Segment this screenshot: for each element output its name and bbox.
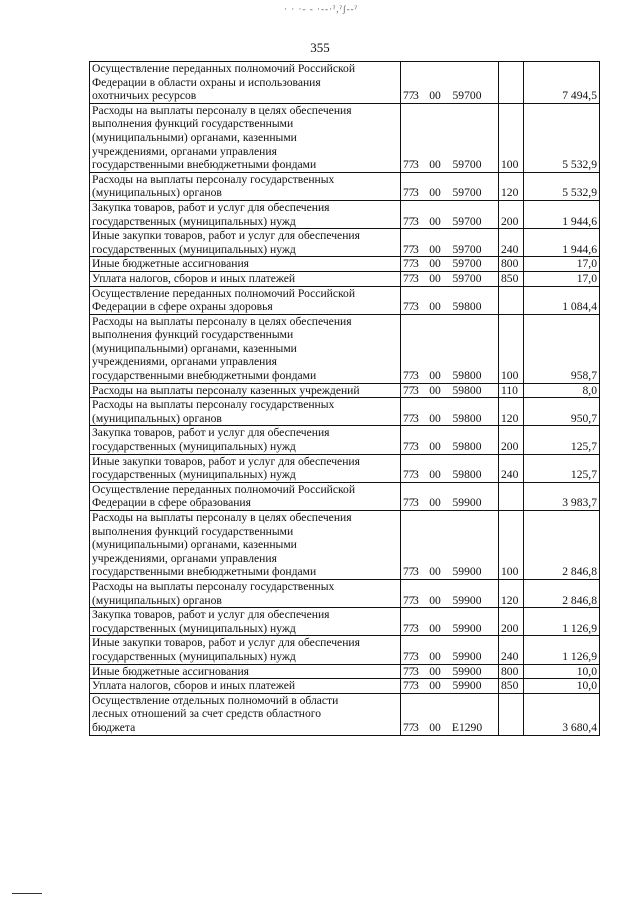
row-description: Расходы на выплаты персоналу государственных (муниципальных) органов <box>90 398 401 426</box>
row-expense-type: 240 <box>499 636 524 664</box>
row-expense-type: 800 <box>499 257 524 272</box>
code-part: 77 <box>403 158 415 172</box>
code-part: 00 <box>429 720 441 734</box>
code-part: 00 <box>429 186 441 200</box>
table-row <box>90 314 600 383</box>
row-description: Иные бюджетные ассигнования <box>90 257 401 272</box>
row-description: Закупка товаров, работ и услуг для обеспечения государственных (муниципальных) нужд <box>90 426 401 454</box>
row-code <box>401 257 499 272</box>
code-part: 3 <box>413 158 419 172</box>
code-part: 59800 <box>452 300 482 314</box>
row-description: Расходы на выплаты персоналу государственных (муниципальных) органов <box>90 172 401 200</box>
code-part: 3 <box>413 565 419 579</box>
code-part: 59800 <box>452 411 482 425</box>
code-part: 3 <box>413 369 419 383</box>
row-description: Осуществление переданных полномочий Российской Федерации в сфере охраны здоровья <box>90 286 401 314</box>
row-expense-type <box>499 62 524 104</box>
table-row <box>90 579 600 607</box>
row-code <box>401 200 499 228</box>
row-description: Закупка товаров, работ и услуг для обеспечения государственных (муниципальных) нужд <box>90 200 401 228</box>
budget-table-body <box>90 62 600 736</box>
code-part: 59700 <box>452 257 482 271</box>
code-part: 59700 <box>452 186 482 200</box>
row-description: Закупка товаров, работ и услуг для обеспечения государственных (муниципальных) нужд <box>90 608 401 636</box>
row-expense-type: 200 <box>499 200 524 228</box>
budget-table <box>89 61 600 736</box>
code-part: 3 <box>413 271 419 285</box>
row-expense-type: 100 <box>499 511 524 580</box>
table-row <box>90 664 600 679</box>
row-code <box>401 62 499 104</box>
table-row <box>90 200 600 228</box>
row-code <box>401 172 499 200</box>
code-part: 3 <box>413 257 419 271</box>
code-part: 77 <box>403 242 415 256</box>
row-amount: 3 983,7 <box>524 482 600 510</box>
table-row <box>90 608 600 636</box>
row-code <box>401 271 499 286</box>
code-part: 59900 <box>452 679 482 693</box>
code-part: 59800 <box>452 383 482 397</box>
row-amount: 958,7 <box>524 314 600 383</box>
code-part: 3 <box>413 383 419 397</box>
row-description: Уплата налогов, сборов и иных платежей <box>90 271 401 286</box>
row-code <box>401 636 499 664</box>
code-part: 3 <box>413 214 419 228</box>
row-description: Иные бюджетные ассигнования <box>90 664 401 679</box>
table-row <box>90 62 600 104</box>
row-code <box>401 482 499 510</box>
row-amount: 3 680,4 <box>524 693 600 735</box>
code-part: 77 <box>403 593 415 607</box>
row-amount: 2 846,8 <box>524 511 600 580</box>
code-part: 3 <box>413 679 419 693</box>
row-expense-type: 850 <box>499 679 524 694</box>
code-part: 59900 <box>452 496 482 510</box>
code-part: 00 <box>429 565 441 579</box>
row-amount: 7 494,5 <box>524 62 600 104</box>
code-part: 00 <box>429 257 441 271</box>
code-part: 59900 <box>452 621 482 635</box>
table-row <box>90 636 600 664</box>
table-row <box>90 426 600 454</box>
code-part: 3 <box>413 411 419 425</box>
row-expense-type: 120 <box>499 172 524 200</box>
row-amount: 5 532,9 <box>524 172 600 200</box>
table-row <box>90 398 600 426</box>
table-row <box>90 257 600 272</box>
table-row <box>90 286 600 314</box>
code-part: 77 <box>403 621 415 635</box>
code-part: 77 <box>403 89 415 103</box>
row-description: Расходы на выплаты персоналу казенных учреждений <box>90 383 401 398</box>
row-expense-type <box>499 286 524 314</box>
row-amount: 2 846,8 <box>524 579 600 607</box>
code-part: 59900 <box>452 593 482 607</box>
code-part: 00 <box>429 242 441 256</box>
row-code <box>401 454 499 482</box>
row-expense-type: 110 <box>499 383 524 398</box>
code-part: 00 <box>429 89 441 103</box>
row-code <box>401 511 499 580</box>
code-part: 77 <box>403 679 415 693</box>
row-expense-type <box>499 482 524 510</box>
row-expense-type: 120 <box>499 398 524 426</box>
code-part: 77 <box>403 257 415 271</box>
row-description: Осуществление переданных полномочий Российской Федерации в области охраны и использования охотничьих ресурсов <box>90 62 401 104</box>
row-description: Осуществление переданных полномочий Российской Федерации в сфере образования <box>90 482 401 510</box>
table-row <box>90 679 600 694</box>
row-amount: 1 944,6 <box>524 200 600 228</box>
code-part: 59700 <box>452 214 482 228</box>
row-amount: 8,0 <box>524 383 600 398</box>
row-description: Иные закупки товаров, работ и услуг для обеспечения государственных (муниципальных) нужд <box>90 636 401 664</box>
row-amount: 1 126,9 <box>524 636 600 664</box>
row-amount: 1 126,9 <box>524 608 600 636</box>
row-amount: 10,0 <box>524 664 600 679</box>
code-part: 77 <box>403 440 415 454</box>
code-part: 77 <box>403 300 415 314</box>
row-amount: 1 084,4 <box>524 286 600 314</box>
table-row <box>90 482 600 510</box>
code-part: 00 <box>429 158 441 172</box>
code-part: 59700 <box>452 271 482 285</box>
code-part: 77 <box>403 271 415 285</box>
code-part: 00 <box>429 369 441 383</box>
code-part: 3 <box>413 649 419 663</box>
code-part: 00 <box>429 468 441 482</box>
code-part: 3 <box>413 496 419 510</box>
code-part: 77 <box>403 496 415 510</box>
row-code <box>401 426 499 454</box>
code-part: 3 <box>413 468 419 482</box>
row-expense-type: 200 <box>499 608 524 636</box>
code-part: 3 <box>413 593 419 607</box>
code-part: 00 <box>429 411 441 425</box>
table-row <box>90 511 600 580</box>
row-description: Расходы на выплаты персоналу в целях обеспечения выполнения функций государственными (муниципальными) органами, казенными учреждениями, органами управления государственными внебюджетными фондами <box>90 103 401 172</box>
code-part: 3 <box>413 664 419 678</box>
row-code <box>401 103 499 172</box>
row-amount: 17,0 <box>524 271 600 286</box>
code-part: 3 <box>413 242 419 256</box>
code-part: 59700 <box>452 89 482 103</box>
row-amount: 125,7 <box>524 426 600 454</box>
row-code <box>401 398 499 426</box>
row-expense-type: 100 <box>499 103 524 172</box>
row-code <box>401 679 499 694</box>
row-amount: 5 532,9 <box>524 103 600 172</box>
row-code <box>401 286 499 314</box>
row-description: Расходы на выплаты персоналу в целях обеспечения выполнения функций государственными (муниципальными) органами, казенными учреждениями, органами управления государственными внебюджетными фондами <box>90 314 401 383</box>
code-part: 77 <box>403 664 415 678</box>
row-code <box>401 229 499 257</box>
row-description: Осуществление отдельных полномочий в области лесных отношений за счет средств областного бюджета <box>90 693 401 735</box>
bottom-margin-mark <box>12 893 42 894</box>
row-description: Иные закупки товаров, работ и услуг для обеспечения государственных (муниципальных) нужд <box>90 229 401 257</box>
row-code <box>401 693 499 735</box>
table-row <box>90 103 600 172</box>
row-code <box>401 314 499 383</box>
row-amount: 1 944,6 <box>524 229 600 257</box>
code-part: 59900 <box>452 565 482 579</box>
row-code <box>401 579 499 607</box>
row-amount: 17,0 <box>524 257 600 272</box>
code-part: 59700 <box>452 158 482 172</box>
code-part: 00 <box>429 271 441 285</box>
code-part: 00 <box>429 593 441 607</box>
code-part: 00 <box>429 496 441 510</box>
code-part: 3 <box>413 720 419 734</box>
row-expense-type: 850 <box>499 271 524 286</box>
code-part: 59900 <box>452 664 482 678</box>
table-row <box>90 271 600 286</box>
code-part: 59800 <box>452 369 482 383</box>
row-expense-type: 800 <box>499 664 524 679</box>
code-part: 3 <box>413 300 419 314</box>
page-number: 355 <box>310 40 330 55</box>
code-part: 00 <box>429 679 441 693</box>
code-part: 3 <box>413 186 419 200</box>
code-part: 59700 <box>452 242 482 256</box>
row-expense-type <box>499 693 524 735</box>
row-expense-type: 120 <box>499 579 524 607</box>
row-description: Расходы на выплаты персоналу в целях обеспечения выполнения функций государственными (муниципальными) органами, казенными учреждениями, органами управления государственными внебюджетными фондами <box>90 511 401 580</box>
table-row <box>90 172 600 200</box>
code-part: 77 <box>403 214 415 228</box>
code-part: 77 <box>403 369 415 383</box>
table-row <box>90 693 600 735</box>
table-row <box>90 383 600 398</box>
code-part: 00 <box>429 300 441 314</box>
code-part: 77 <box>403 649 415 663</box>
row-amount: 950,7 <box>524 398 600 426</box>
handwritten-scribble: · · ·‑ ‑ ·‑‑·ˀ,ˀʃ‑‑ˀ <box>284 4 358 14</box>
row-description: Уплата налогов, сборов и иных платежей <box>90 679 401 694</box>
row-code <box>401 383 499 398</box>
code-part: 3 <box>413 621 419 635</box>
code-part: 3 <box>413 440 419 454</box>
code-part: 77 <box>403 468 415 482</box>
code-part: 77 <box>403 383 415 397</box>
code-part: 59800 <box>452 468 482 482</box>
row-code <box>401 608 499 636</box>
code-part: 59800 <box>452 440 482 454</box>
code-part: 00 <box>429 649 441 663</box>
code-part: 59900 <box>452 649 482 663</box>
row-expense-type: 240 <box>499 454 524 482</box>
code-part: 77 <box>403 186 415 200</box>
row-amount: 10,0 <box>524 679 600 694</box>
code-part: Е1290 <box>451 720 483 734</box>
row-expense-type: 240 <box>499 229 524 257</box>
row-code <box>401 664 499 679</box>
row-expense-type: 100 <box>499 314 524 383</box>
code-part: 00 <box>429 664 441 678</box>
row-expense-type: 200 <box>499 426 524 454</box>
code-part: 00 <box>429 383 441 397</box>
code-part: 77 <box>403 411 415 425</box>
code-part: 77 <box>403 565 415 579</box>
code-part: 00 <box>429 621 441 635</box>
table-row <box>90 229 600 257</box>
code-part: 3 <box>413 89 419 103</box>
code-part: 00 <box>429 214 441 228</box>
table-row <box>90 454 600 482</box>
code-part: 77 <box>403 720 415 734</box>
row-description: Иные закупки товаров, работ и услуг для обеспечения государственных (муниципальных) нужд <box>90 454 401 482</box>
code-part: 00 <box>429 440 441 454</box>
row-description: Расходы на выплаты персоналу государственных (муниципальных) органов <box>90 579 401 607</box>
row-amount: 125,7 <box>524 454 600 482</box>
